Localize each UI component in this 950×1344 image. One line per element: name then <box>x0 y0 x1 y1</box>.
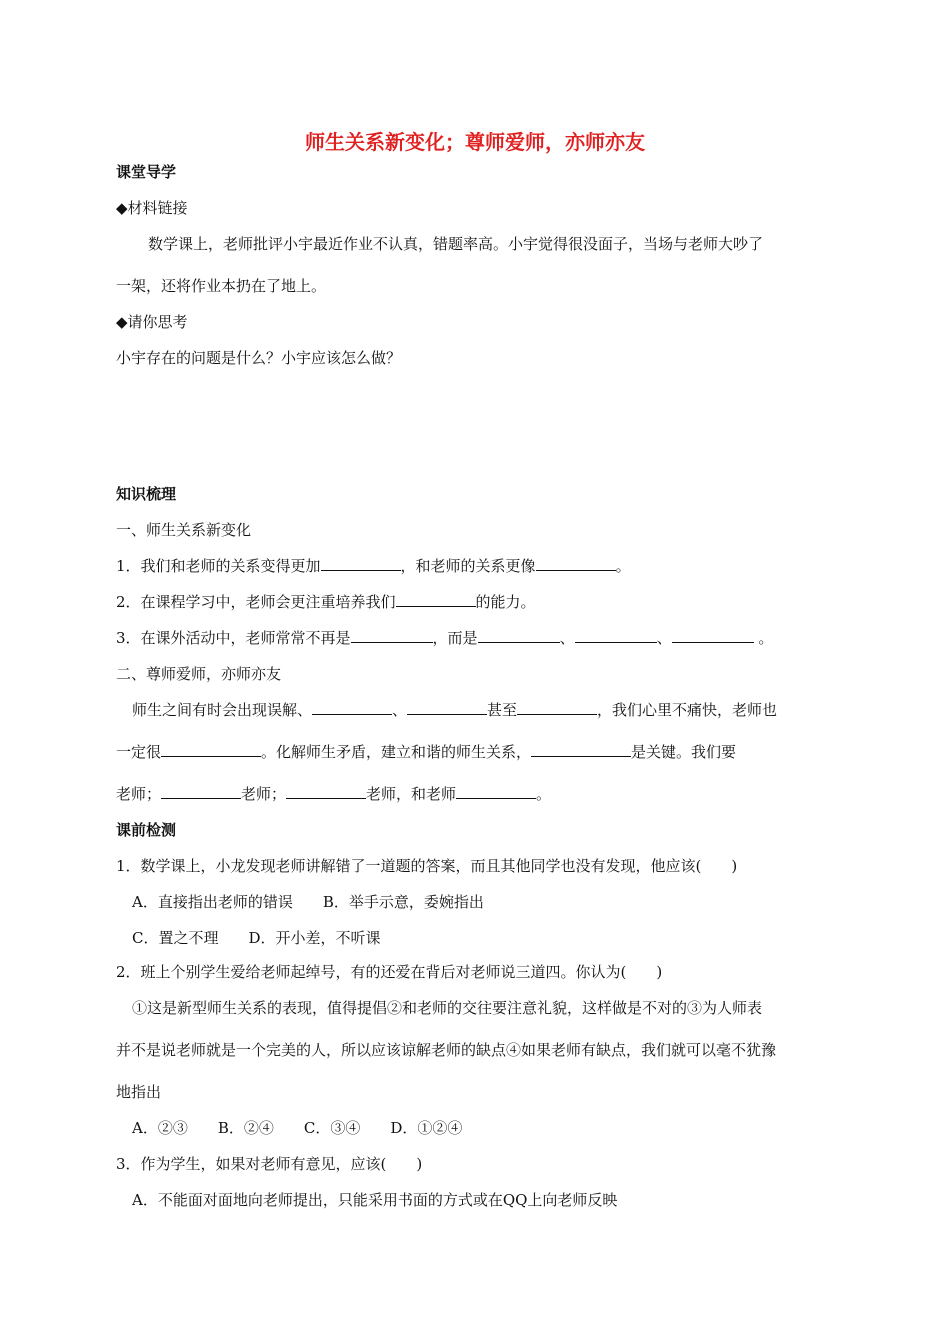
fill-blank[interactable] <box>161 742 261 757</box>
fill-blank[interactable] <box>286 784 366 799</box>
pretest-q2-text-line-3: 地指出 <box>116 1083 162 1101</box>
knowledge-q2: 2．在课程学习中，老师会更注重培养我们 的能力。 <box>116 593 536 611</box>
page-title: 师生关系新变化；尊师爱师，亦师亦友 <box>305 130 645 154</box>
pretest-q3: 3．作为学生，如果对老师有意见，应该( ) <box>116 1155 423 1173</box>
fill-blank[interactable] <box>396 592 476 607</box>
pretest-q1-options-cd: C．置之不理 D．开小差，不听课 <box>132 929 381 947</box>
material-text-line-1: 数学课上，老师批评小宇最近作业不认真，错题率高。小宇觉得很没面子，当场与老师大吵了 <box>148 235 764 253</box>
fill-blank[interactable] <box>312 700 392 715</box>
fill-blank[interactable] <box>478 628 560 643</box>
material-label: ◆材料链接 <box>116 199 188 217</box>
fill-blank[interactable] <box>161 784 241 799</box>
fill-blank[interactable] <box>531 742 631 757</box>
part2-paragraph-line-3: 老师； 老师； 老师，和老师 。 <box>116 785 552 803</box>
knowledge-q3: 3．在课外活动中，老师常常不再是 ，而是 、 、 。 <box>116 629 774 647</box>
fill-blank[interactable] <box>321 556 401 571</box>
material-text-line-2: 一架，还将作业本扔在了地上。 <box>116 277 327 295</box>
part2-paragraph-line-1: 师生之间有时会出现误解、 、 甚至 ，我们心里不痛快，老师也 <box>132 701 778 719</box>
part2-title: 二、尊师爱师，亦师亦友 <box>116 665 282 683</box>
think-question: 小宇存在的问题是什么？小宇应该怎么做？ <box>116 349 402 367</box>
pretest-q2: 2．班上个别学生爱给老师起绰号，有的还爱在背后对老师说三道四。你认为( ) <box>116 963 663 981</box>
pretest-q2-options: A．②③ B．②④ C．③④ D．①②④ <box>132 1119 463 1137</box>
knowledge-q1: 1．我们和老师的关系变得更加 ，和老师的关系更像 。 <box>116 557 631 575</box>
pretest-q2-text-line-1: ①这是新型师生关系的表现，值得提倡②和老师的交往要注意礼貌，这样做是不对的③为人师表 <box>132 999 763 1017</box>
pretest-q1-options-ab: A．直接指出老师的错误 B．举手示意，委婉指出 <box>132 893 484 911</box>
think-label: ◆请你思考 <box>116 313 188 331</box>
section-heading-knowledge: 知识梳理 <box>116 485 177 503</box>
part2-paragraph-line-2: 一定很 。化解师生矛盾，建立和谐的师生关系， 是关键。我们要 <box>116 743 737 761</box>
fill-blank[interactable] <box>351 628 433 643</box>
fill-blank[interactable] <box>536 556 616 571</box>
fill-blank[interactable] <box>575 628 657 643</box>
pretest-q3-option-a: A．不能面对面地向老师提出，只能采用书面的方式或在QQ上向老师反映 <box>132 1191 618 1209</box>
section-heading-pretest: 课前检测 <box>116 821 177 839</box>
fill-blank[interactable] <box>456 784 536 799</box>
fill-blank[interactable] <box>672 628 754 643</box>
fill-blank[interactable] <box>407 700 487 715</box>
fill-blank[interactable] <box>517 700 597 715</box>
pretest-q2-text-line-2: 并不是说老师就是一个完美的人，所以应该谅解老师的缺点④如果老师有缺点，我们就可以毫不犹豫 <box>116 1041 777 1059</box>
part1-title: 一、师生关系新变化 <box>116 521 252 539</box>
pretest-q1: 1．数学课上，小龙发现老师讲解错了一道题的答案，而且其他同学也没有发现，他应该( ) <box>116 857 738 875</box>
section-heading-guide: 课堂导学 <box>116 163 177 181</box>
